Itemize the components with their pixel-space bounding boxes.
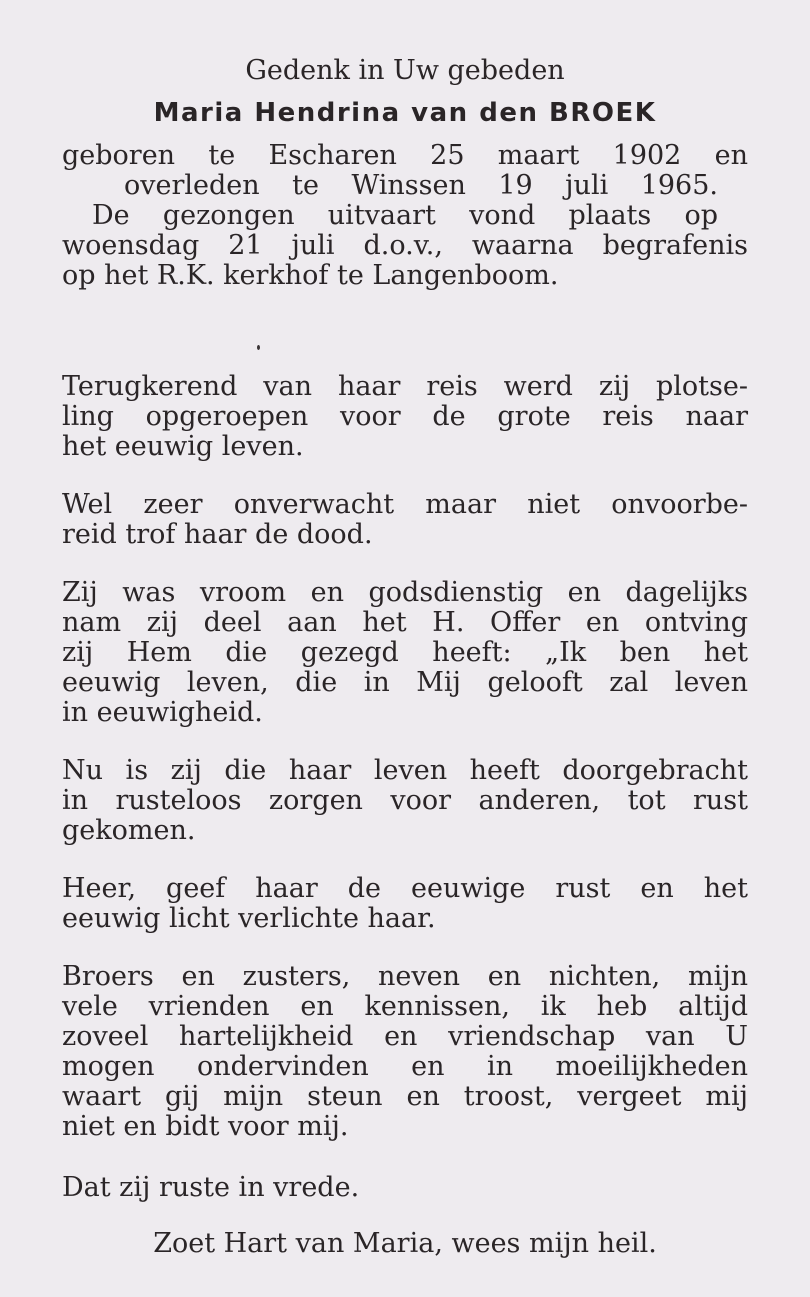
detail-line: De gezongen uitvaart vond plaats op [92, 200, 718, 231]
body-line: mogen ondervinden en in moeilijkheden [62, 1051, 748, 1082]
detail-line: woensdag 21 juli d.o.v., waarna begrafenis [62, 230, 748, 261]
deceased-name: Maria Hendrina van den BROEK [153, 98, 657, 128]
body-line: eeuwig leven, die in Mij gelooft zal leven [62, 667, 748, 698]
body-line: nam zij deel aan het H. Offer en ontving [62, 607, 748, 638]
body-line: gekomen. [62, 815, 196, 846]
detail-line: op het R.K. kerkhof te Langenboom. [62, 260, 559, 291]
body-line: Terugkerend van haar reis werd zij plotse- [62, 371, 748, 402]
body-line: eeuwig licht verlichte haar. [62, 903, 436, 934]
body-line: waart gij mijn steun en troost, vergeet mij [62, 1081, 748, 1112]
body-line: zoveel hartelijkheid en vriendschap van U [62, 1021, 748, 1052]
body-line: zij Hem die gezegd heeft: „Ik ben het [62, 637, 748, 668]
body-line: Nu is zij die haar leven heeft doorgebracht [62, 755, 748, 786]
body-line: Broers en zusters, neven en nichten, mijn [62, 961, 748, 992]
body-line: in eeuwigheid. [62, 697, 263, 728]
body-line: in rusteloos zorgen voor anderen, tot rust [62, 785, 748, 816]
paper-speck [257, 345, 260, 350]
body-line: ling opgeroepen voor de grote reis naar [62, 401, 748, 432]
body-line: Heer, geef haar de eeuwige rust en het [62, 873, 748, 904]
body-line: niet en bidt voor mij. [62, 1111, 349, 1142]
body-line: Zij was vroom en godsdienstig en dagelijks [62, 577, 748, 608]
detail-line: overleden te Winssen 19 juli 1965. [124, 170, 718, 201]
body-line: reid trof haar de dood. [62, 519, 373, 550]
body-line: vele vrienden en kennissen, ik heb altijd [62, 991, 748, 1022]
intro-line: Gedenk in Uw gebeden [245, 55, 565, 86]
body-line: Wel zeer onverwacht maar niet onvoorbe- [62, 489, 748, 520]
closing-prayer: Zoet Hart van Maria, wees mijn heil. [153, 1228, 657, 1259]
body-line: het eeuwig leven. [62, 431, 304, 462]
detail-line: geboren te Escharen 25 maart 1902 en [62, 140, 748, 171]
body-line: Dat zij ruste in vrede. [62, 1172, 360, 1203]
